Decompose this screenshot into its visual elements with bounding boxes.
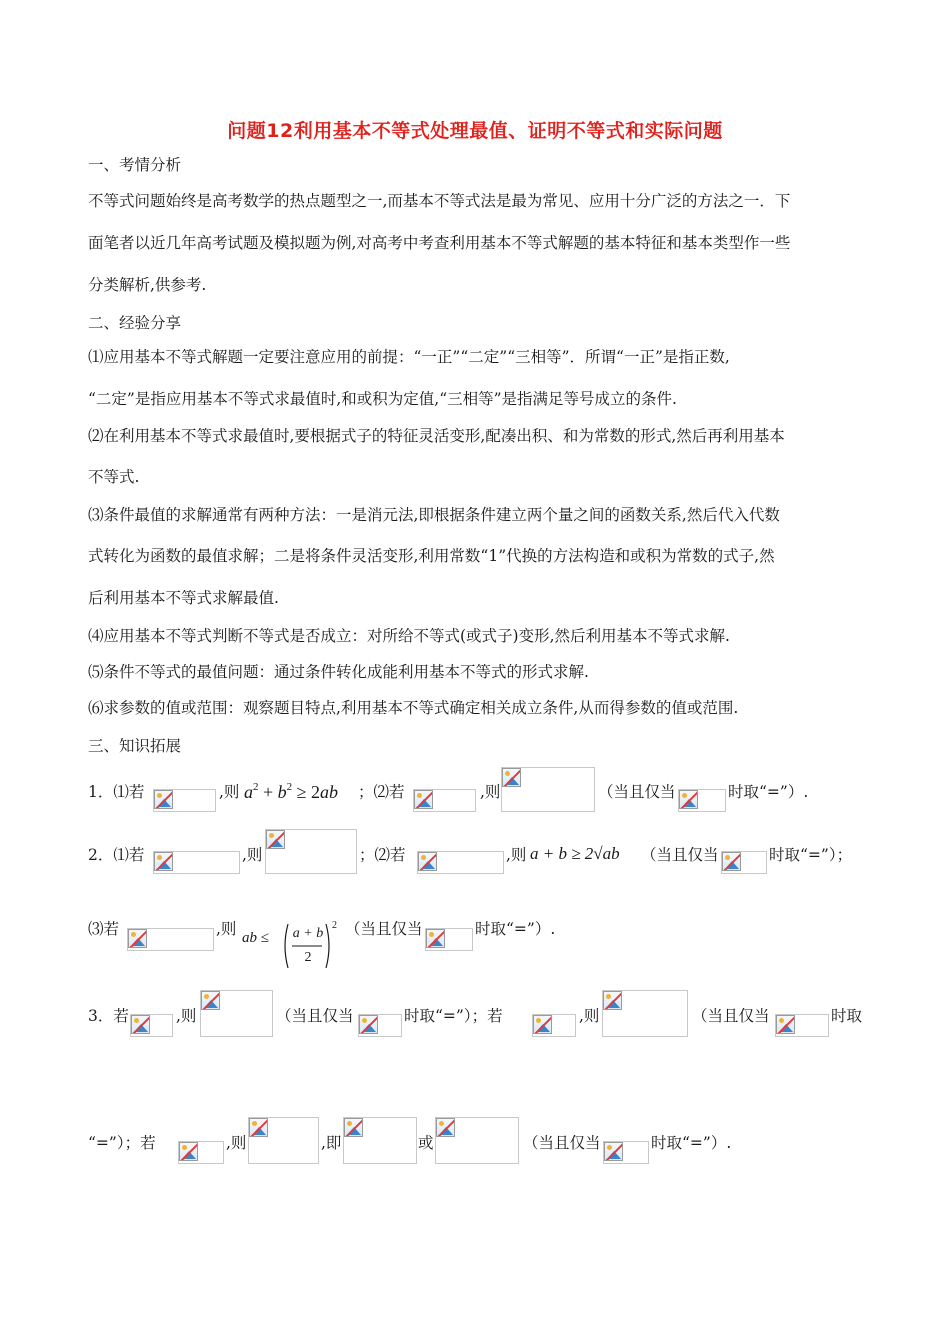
item3-tail3-text: 时取“=”）. (651, 1134, 732, 1152)
formula-image-placeholder (130, 1014, 173, 1037)
broken-image-icon (154, 852, 173, 871)
section-heading-analysis: 一、考情分析 (88, 156, 182, 174)
experience-p3-line-2: 式转化为函数的最值求解；二是将条件灵活变形,利用常数“1”代换的方法构造和或积为常数的式子,然 (88, 547, 775, 565)
item3-ji-text: ,即 (321, 1134, 342, 1152)
item1-tail-text: 时取“=”）. (728, 783, 809, 801)
section-heading-experience: 二、经验分享 (88, 314, 182, 332)
broken-image-icon (776, 1015, 795, 1034)
item3-then2-text: ,则 (579, 1007, 600, 1025)
experience-p2-line-1: ⑵在利用基本不等式求最值时,要根据式子的特征灵活变形,配凑出积、和为常数的形式,然后再利用基本 (88, 427, 785, 445)
formula-image-placeholder (178, 1141, 224, 1164)
item1-condition-text: （当且仅当 (598, 783, 676, 801)
formula-image-placeholder (417, 851, 504, 874)
item2-fraction-numerator: a + b (292, 926, 324, 941)
formula-image-placeholder (127, 928, 214, 951)
formula-image-placeholder (435, 1117, 519, 1164)
item2-condition-text: （当且仅当 (641, 846, 719, 864)
broken-image-icon (603, 991, 622, 1010)
formula-image-placeholder (153, 789, 216, 812)
experience-p1-line-2: “二定”是指应用基本不等式求最值时,和或积为定值,“三相等”是指满足等号成立的条件. (88, 390, 677, 408)
item3-condition-text: （当且仅当 (276, 1007, 354, 1025)
broken-image-icon (179, 1142, 198, 1161)
broken-image-icon (344, 1118, 363, 1137)
broken-image-icon (201, 991, 220, 1010)
broken-image-icon (266, 830, 285, 849)
item2-tail3-text: 时取“=”）. (475, 920, 556, 938)
formula-image-placeholder (153, 851, 240, 874)
experience-p1-line-1: ⑴应用基本不等式解题一定要注意应用的前提：“一正”“二定”“三相等”．所谓“一正”是指正数, (88, 348, 730, 366)
item2-then2-text: ,则 (506, 846, 527, 864)
formula-image-placeholder (775, 1014, 829, 1037)
experience-p6: ⑹求参数的值或范围：观察题目特点,利用基本不等式确定相关成立条件,从而得参数的值或范围. (88, 699, 739, 717)
item1-label: 1．⑴若 (88, 783, 145, 801)
formula-image-placeholder (343, 1117, 417, 1164)
formula-image-placeholder (721, 851, 767, 874)
experience-p2-line-2: 不等式. (88, 468, 140, 486)
item2-formula3-left: ab ≤ (242, 930, 269, 946)
item1-then-text: ,则 (219, 783, 240, 801)
item3-then3-text: ,则 (226, 1134, 247, 1152)
formula-image-placeholder (678, 789, 726, 812)
item3-tail-text: 时取“=”）；若 (404, 1007, 503, 1025)
analysis-line-3: 分类解析,供参考. (88, 276, 207, 294)
broken-image-icon (436, 1118, 455, 1137)
item3-huo-text: 或 (418, 1134, 434, 1152)
item2-condition3-text: （当且仅当 (345, 920, 423, 938)
formula-image-placeholder (248, 1117, 319, 1164)
item1-formula: $a^2 + b^2 \ge 2ab$ (244, 781, 339, 802)
item3-condition2-text: （当且仅当 (692, 1007, 770, 1025)
item2-part3-label: ⑶若 (88, 920, 120, 938)
item2-then3-text: ,则 (216, 920, 237, 938)
item2-formula: a + b ≥ 2√ab (530, 844, 620, 863)
broken-image-icon (604, 1142, 623, 1161)
item2-part2-text: ；⑵若 (359, 846, 406, 864)
formula-image-placeholder (425, 928, 473, 951)
item3-then-text: ,则 (176, 1007, 197, 1025)
broken-image-icon (533, 1015, 552, 1034)
analysis-line-1: 不等式问题始终是高考数学的热点题型之一,而基本不等式法是最为常见、应用十分广泛的方法之一．下 (88, 192, 791, 210)
experience-p3-line-1: ⑶条件最值的求解通常有两种方法：一是消元法,即根据条件建立两个量之间的函数关系,然后代入代数 (88, 506, 780, 524)
experience-p4: ⑷应用基本不等式判断不等式是否成立：对所给不等式(或式子)变形,然后利用基本不等式求解. (88, 627, 730, 645)
formula-image-placeholder (413, 789, 476, 812)
item3-condition3-text: （当且仅当 (523, 1134, 601, 1152)
page-title: 问题12利用基本不等式处理最值、证明不等式和实际问题 (227, 120, 723, 142)
broken-image-icon (414, 790, 433, 809)
item2-fraction-exponent: 2 (332, 920, 337, 931)
formula-image-placeholder (532, 1014, 576, 1037)
experience-p3-line-3: 后利用基本不等式求解最值. (88, 589, 279, 607)
broken-image-icon (128, 929, 147, 948)
broken-image-icon (131, 1015, 150, 1034)
item2-label: 2．⑴若 (88, 846, 145, 864)
broken-image-icon (359, 1015, 378, 1034)
formula-image-placeholder (501, 767, 595, 812)
experience-p5: ⑸条件不等式的最值问题：通过条件转化成能利用基本不等式的形式求解. (88, 663, 589, 681)
item1-then2-text: ,则 (480, 783, 501, 801)
broken-image-icon (426, 929, 445, 948)
formula-image-placeholder (265, 829, 357, 874)
section-heading-knowledge: 三、知识拓展 (88, 737, 182, 755)
formula-image-placeholder (603, 1141, 649, 1164)
item2-then-text: ,则 (242, 846, 263, 864)
broken-image-icon (249, 1118, 268, 1137)
formula-image-placeholder (358, 1014, 402, 1037)
broken-image-icon (722, 852, 741, 871)
item3-tail2-text: 时取 (831, 1007, 863, 1025)
broken-image-icon (679, 790, 698, 809)
broken-image-icon (502, 768, 521, 787)
formula-image-placeholder (200, 990, 273, 1037)
formula-image-placeholder (602, 990, 688, 1037)
analysis-line-2: 面笔者以近几年高考试题及模拟题为例,对高考中考查利用基本不等式解题的基本特征和基本类型作一些 (88, 234, 791, 252)
item2-fraction-denominator: 2 (304, 950, 312, 965)
item1-part2-text: ；⑵若 (358, 783, 405, 801)
broken-image-icon (154, 790, 173, 809)
broken-image-icon (418, 852, 437, 871)
item2-tail-text: 时取“=”）； (769, 846, 853, 864)
item3-label: 3．若 (88, 1007, 129, 1025)
item3-line2-start: “=”）；若 (88, 1134, 156, 1152)
